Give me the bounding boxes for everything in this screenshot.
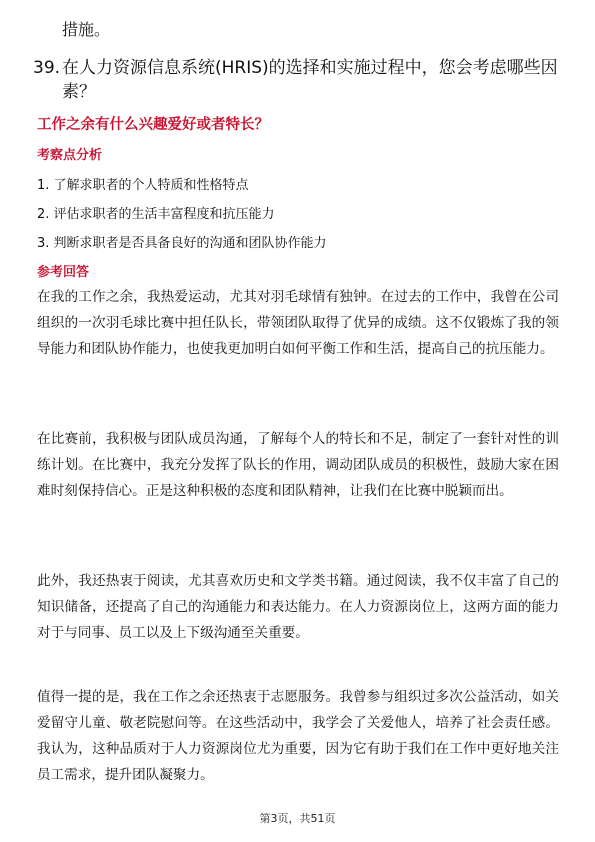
answer-heading: 参考回答 [37,265,90,280]
section-title: 工作之余有什么兴趣爱好或者特长？ [37,117,269,133]
answer-paragraph-1: 在我的工作之余，我热爱运动，尤其对羽毛球情有独钟。在过去的工作中，我曾在公司组织的一次羽毛球比赛中担任队长，带领团队取得了优异的成绩。这不仅锻炼了我的领导能力和团队协作能力，也使我更加明白如何平衡工作和生活，提高自己的抗压能力。 [37,289,559,357]
list-item: 2. 评估求职者的生活丰富程度和抗压能力 [37,207,275,222]
answer-paragraph-4: 值得一提的是，我在工作之余还热衷于志愿服务。我曾参与组织过多次公益活动，如关爱留守儿童、敬老院慰问等。在这些活动中，我学会了关爱他人，培养了社会责任感。我认为，这种品质对于人力资源岗位尤为重要，因为它有助于我们在工作中更好地关注员工需求，提升团队凝聚力。 [37,689,559,783]
analysis-list [37,171,327,258]
question-number: 39. [33,58,61,78]
list-item: 3. 判断求职者是否具备良好的沟通和团队协作能力 [37,236,327,251]
list-item: 1. 了解求职者的个人特质和性格特点 [37,178,249,193]
question-text: 在人力资源信息系统(HRIS)的选择和实施过程中，您会考虑哪些因素？ [62,58,558,102]
answer-paragraph-3: 此外，我还热衷于阅读，尤其喜欢历史和文学类书籍。通过阅读，我不仅丰富了自己的知识储备，还提高了自己的沟通能力和表达能力。在人力资源岗位上，这两方面的能力对于与同事、员工以及上下级沟通至关重要。 [37,573,559,641]
answer-paragraph-2: 在比赛前，我积极与团队成员沟通，了解每个人的特长和不足，制定了一套针对性的训练计划。在比赛中，我充分发挥了队长的作用，调动团队成员的积极性，鼓励大家在困难时刻保持信心。正是这种积极的态度和团队精神，让我们在比赛中脱颖而出。 [37,431,559,499]
continuation-text: 措施。 [62,20,111,39]
page-footer: 第3页，共51页 [259,812,336,825]
analysis-heading: 考察点分析 [37,148,103,163]
